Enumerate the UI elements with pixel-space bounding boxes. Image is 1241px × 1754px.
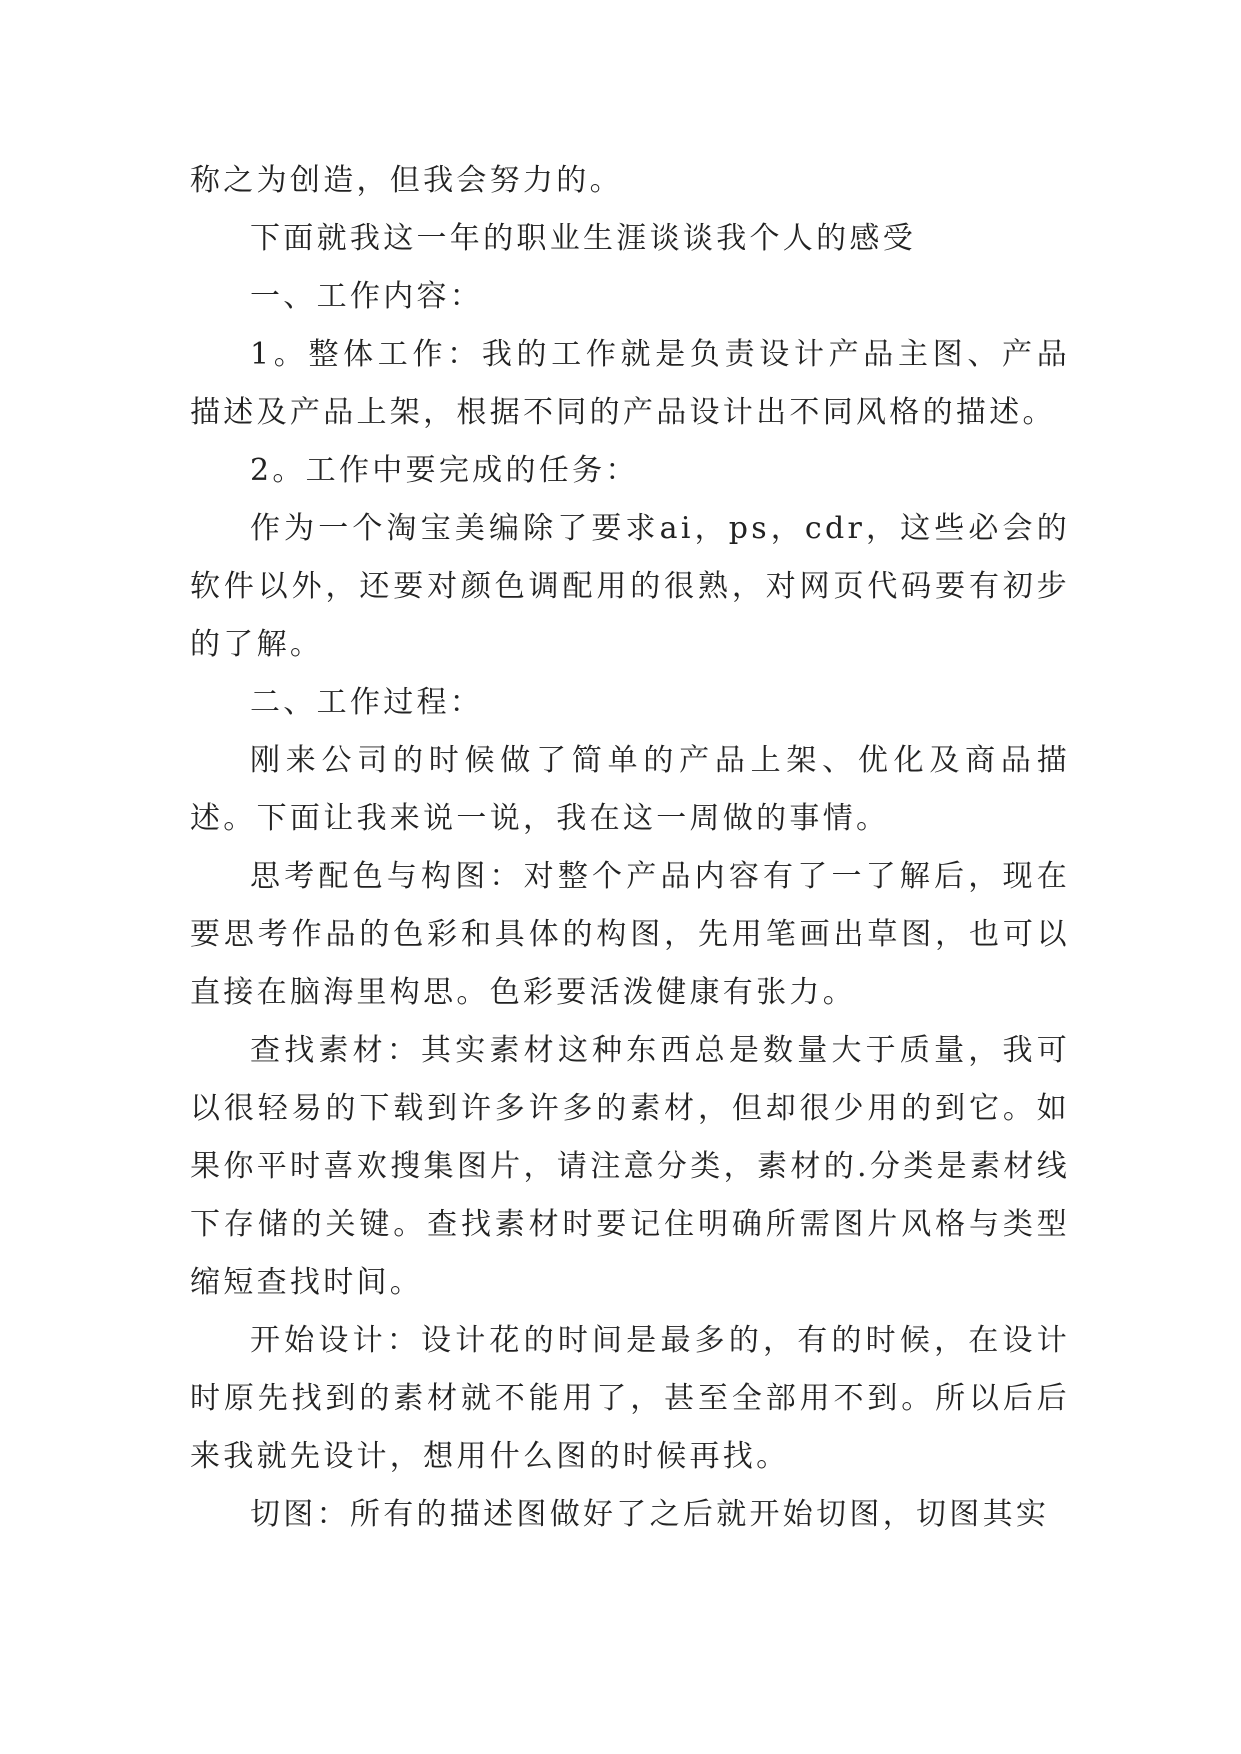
paragraph-overall-work: 1。整体工作：我的工作就是负责设计产品主图、产品描述及产品上架，根据不同的产品设计出不同风格的描述。	[190, 337, 1070, 430]
paragraph-slicing: 切图：所有的描述图做好了之后就开始切图，切图其实	[250, 1497, 1050, 1532]
paragraph-find-materials: 查找素材：其实素材这种东西总是数量大于质量，我可以很轻易的下载到许多许多的素材，但却很少用的到它。如果你平时喜欢搜集图片，请注意分类，素材的.分类是素材线下存储的关键。查找素材时要记住明确所需图片风格与类型缩短查找时间。	[190, 1033, 1070, 1300]
paragraph-tasks-heading: 2。工作中要完成的任务：	[250, 453, 639, 488]
paragraph-start-design: 开始设计：设计花的时间是最多的，有的时候，在设计时原先找到的素材就不能用了，甚至全部用不到。所以后后来我就先设计，想用什么图的时候再找。	[190, 1323, 1070, 1474]
paragraph-continuation: 称之为创造，但我会努力的。	[190, 163, 623, 198]
paragraph-color-composition: 思考配色与构图：对整个产品内容有了一了解后，现在要思考作品的色彩和具体的构图，先用笔画出草图，也可以直接在脑海里构思。色彩要活泼健康有张力。	[190, 859, 1070, 1010]
paragraph-start: 刚来公司的时候做了简单的产品上架、优化及商品描述。下面让我来说一说，我在这一周做的事情。	[190, 743, 1070, 836]
paragraph-tasks: 作为一个淘宝美编除了要求ai，ps，cdr，这些必会的软件以外，还要对颜色调配用的很熟，对网页代码要有初步的了解。	[190, 511, 1070, 662]
section-heading-work-content: 一、工作内容：	[250, 279, 484, 314]
document-body	[190, 152, 1070, 1544]
paragraph-intro: 下面就我这一年的职业生涯谈谈我个人的感受	[250, 221, 916, 256]
section-heading-work-process: 二、工作过程：	[250, 685, 484, 720]
